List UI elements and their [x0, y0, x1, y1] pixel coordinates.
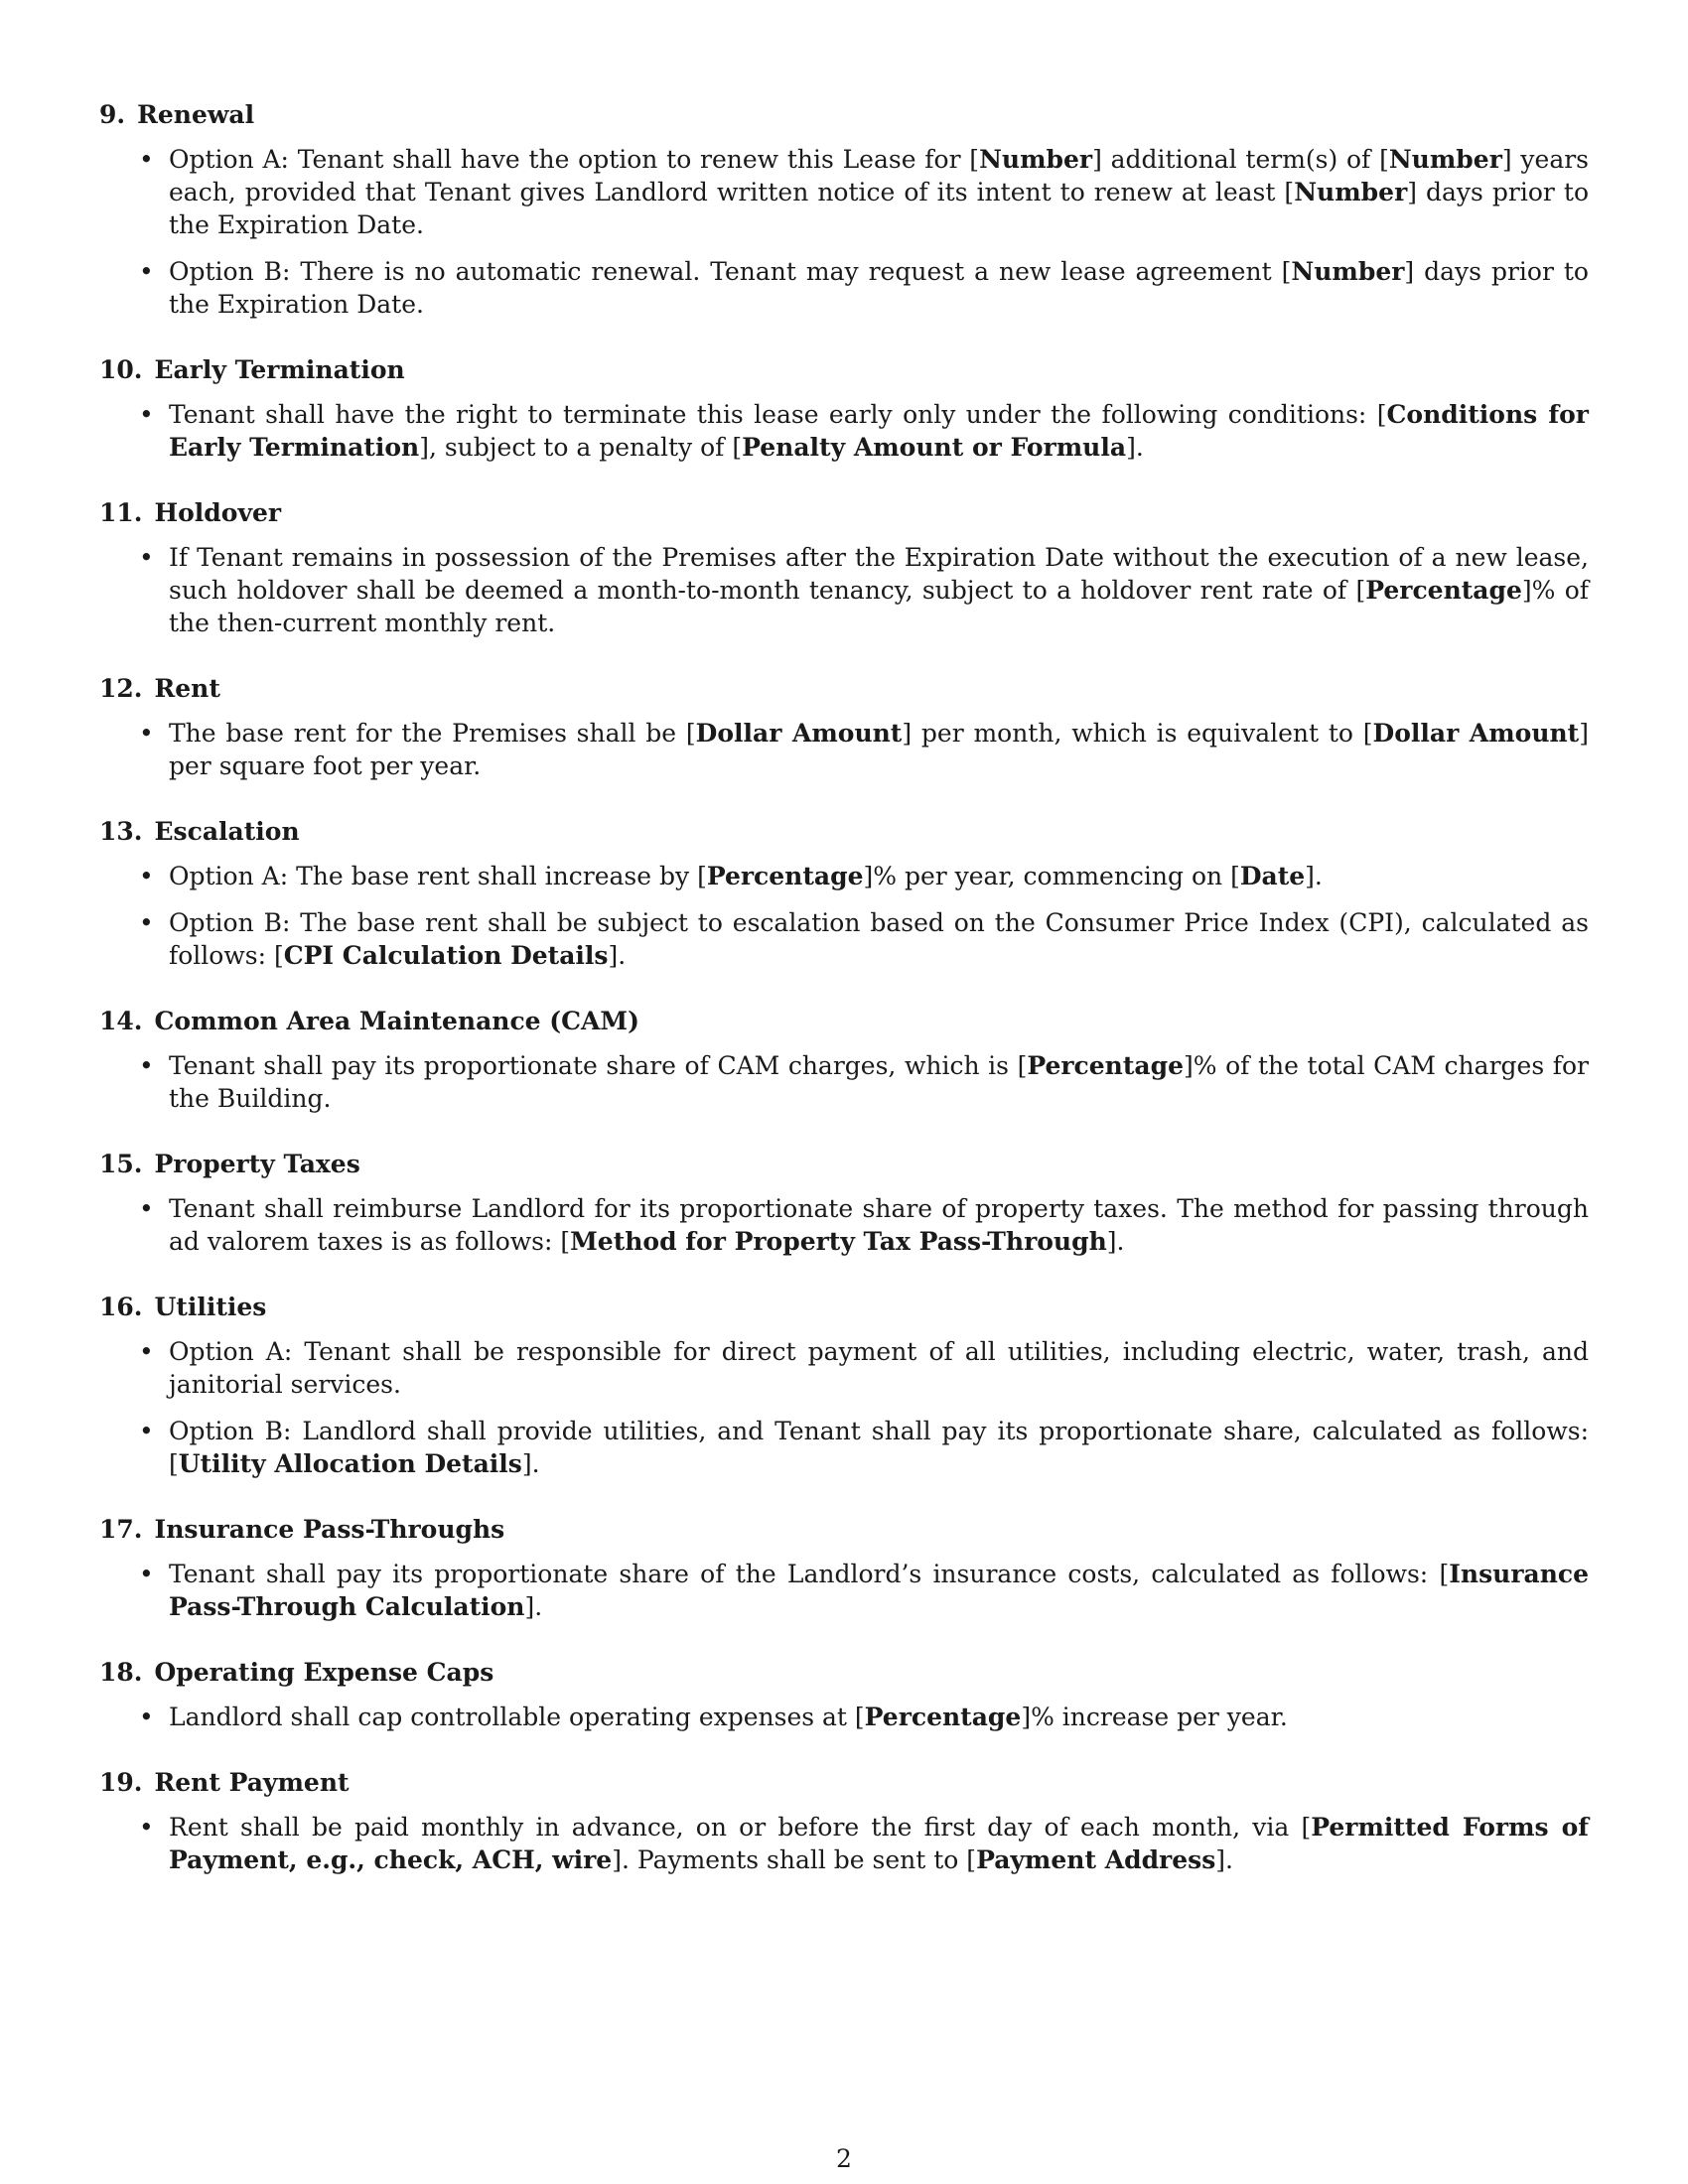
clause-text: If Tenant remains in possession of the Premises after the Expiration Date without the execution of a new lease, such holdover shall be deemed a month-to-month tenancy, subject to a holdover rent rate of [: [169, 543, 1589, 605]
placeholder-field: Percentage: [1365, 576, 1522, 605]
clause-list: [99, 541, 1589, 639]
clause-list: [99, 1192, 1589, 1258]
clause-item: [99, 398, 1589, 464]
section-number: 18.: [99, 1658, 143, 1687]
section-title: Common Area Maintenance (CAM): [154, 1007, 639, 1035]
placeholder-field: Number: [1291, 257, 1405, 286]
placeholder-field: Percentage: [864, 1703, 1022, 1731]
section-number: 17.: [99, 1515, 143, 1544]
clause-text: ].: [1126, 433, 1144, 462]
section: [99, 354, 1589, 464]
placeholder-field: Method for Property Tax Pass-Through: [570, 1227, 1107, 1256]
clause-item: [99, 717, 1589, 782]
clause-text: ] days prior to the Expiration Date.: [169, 257, 1589, 319]
section-heading: [99, 673, 1589, 705]
placeholder-field: Dollar Amount: [695, 719, 903, 748]
clause-list: [99, 1558, 1589, 1623]
clause-text: ], subject to a penalty of [: [419, 433, 743, 462]
section-number: 16.: [99, 1293, 143, 1321]
clause-item: [99, 906, 1589, 972]
section: [99, 1657, 1589, 1733]
section-number: 12.: [99, 674, 143, 703]
placeholder-field: Penalty Amount or Formula: [742, 433, 1127, 462]
section: [99, 1292, 1589, 1480]
clause-list: [99, 143, 1589, 321]
clause-text: ] per month, which is equivalent to [: [902, 719, 1373, 748]
clause-text: ].: [608, 941, 627, 970]
clause-text: ]% per year, commencing on [: [863, 862, 1240, 890]
clause-list: [99, 1811, 1589, 1876]
section-heading: [99, 1767, 1589, 1799]
clause-text: Tenant shall have the right to terminate this lease early only under the following conditions: [: [169, 400, 1387, 429]
section: [99, 99, 1589, 321]
lease-document-page: [99, 99, 1589, 1910]
clause-text: ]% of the total CAM charges for the Building.: [169, 1051, 1589, 1113]
section-number: 10.: [99, 355, 143, 384]
section-number: 13.: [99, 817, 143, 846]
clause-text: ] per square foot per year.: [169, 719, 1589, 780]
section-title: Utilities: [154, 1293, 267, 1321]
page-number: 2: [836, 2144, 852, 2173]
clause-item: [99, 1811, 1589, 1876]
section-heading: [99, 354, 1589, 386]
clause-text: ].: [521, 1449, 540, 1478]
section-heading: [99, 99, 1589, 131]
section: [99, 497, 1589, 639]
clause-item: [99, 1558, 1589, 1623]
section-number: 14.: [99, 1007, 143, 1035]
clause-text: Tenant shall reimburse Landlord for its proportionate share of property taxes. The method for passing through ad valorem taxes is as follows: [: [169, 1194, 1589, 1256]
section-heading: [99, 1006, 1589, 1037]
clause-item: [99, 860, 1589, 892]
placeholder-field: Permitted Forms of Payment, e.g., check, ACH, wire: [169, 1813, 1589, 1874]
section-title: Early Termination: [154, 355, 405, 384]
clause-text: ].: [524, 1592, 543, 1621]
section-title: Operating Expense Caps: [154, 1658, 494, 1687]
clause-item: [99, 1701, 1589, 1733]
clause-text: Option A: Tenant shall have the option to renew this Lease for [: [169, 145, 980, 174]
section-heading: [99, 1149, 1589, 1180]
placeholder-field: Conditions for Early Termination: [169, 400, 1589, 462]
clause-text: Option A: Tenant shall be responsible for direct payment of all utilities, including electric, water, trash, and janitorial services.: [169, 1337, 1589, 1399]
section-number: 9.: [99, 100, 126, 129]
section-number: 15.: [99, 1150, 143, 1178]
placeholder-field: Number: [979, 145, 1093, 174]
clause-text: Landlord shall cap controllable operating expenses at [: [169, 1703, 865, 1731]
section-title: Holdover: [154, 498, 282, 527]
section-number: 19.: [99, 1768, 143, 1797]
section-title: Insurance Pass-Throughs: [154, 1515, 505, 1544]
section-title: Escalation: [154, 817, 300, 846]
placeholder-field: Dollar Amount: [1372, 719, 1580, 748]
section-title: Rent Payment: [154, 1768, 350, 1797]
placeholder-field: Number: [1294, 178, 1408, 206]
clause-text: Option A: The base rent shall increase by [: [169, 862, 707, 890]
clause-text: ]% increase per year.: [1021, 1703, 1288, 1731]
section: [99, 673, 1589, 782]
clause-list: [99, 1049, 1589, 1115]
placeholder-field: Percentage: [1027, 1051, 1184, 1080]
clause-text: The base rent for the Premises shall be [: [169, 719, 696, 748]
clause-text: Tenant shall pay its proportionate share of the Landlord’s insurance costs, calculated as follows: [: [169, 1560, 1450, 1588]
placeholder-field: Number: [1388, 145, 1502, 174]
section-heading: [99, 1292, 1589, 1323]
clause-text: ] days prior to the Expiration Date.: [169, 178, 1589, 239]
placeholder-field: Percentage: [706, 862, 864, 890]
clause-text: Option B: There is no automatic renewal. Tenant may request a new lease agreement [: [169, 257, 1292, 286]
clause-item: [99, 1335, 1589, 1401]
section: [99, 1767, 1589, 1876]
placeholder-field: CPI Calculation Details: [283, 941, 609, 970]
clause-item: [99, 143, 1589, 241]
placeholder-field: Utility Allocation Details: [178, 1449, 522, 1478]
clause-list: [99, 398, 1589, 464]
clause-list: [99, 1701, 1589, 1733]
placeholder-field: Insurance Pass-Through Calculation: [169, 1560, 1589, 1621]
section-heading: [99, 497, 1589, 529]
clause-text: ].: [1215, 1845, 1233, 1874]
section: [99, 816, 1589, 972]
clause-text: ].: [1106, 1227, 1125, 1256]
clause-item: [99, 541, 1589, 639]
placeholder-field: Payment Address: [976, 1845, 1216, 1874]
section-heading: [99, 1657, 1589, 1689]
clause-text: ]% of the then-current monthly rent.: [169, 576, 1590, 637]
clause-text: ]. Payments shall be sent to [: [612, 1845, 977, 1874]
clause-text: Option B: The base rent shall be subject to escalation based on the Consumer Price Index (CPI), calculated as follows: [: [169, 908, 1589, 970]
section-title: Property Taxes: [154, 1150, 360, 1178]
clause-list: [99, 860, 1589, 972]
clause-text: ].: [1305, 862, 1323, 890]
placeholder-field: Date: [1239, 862, 1306, 890]
clause-list: [99, 717, 1589, 782]
clause-item: [99, 255, 1589, 321]
section: [99, 1006, 1589, 1115]
section-title: Renewal: [137, 100, 255, 129]
clause-text: Tenant shall pay its proportionate share of CAM charges, which is [: [169, 1051, 1028, 1080]
section-heading: [99, 816, 1589, 848]
clause-item: [99, 1049, 1589, 1115]
clause-text: ] additional term(s) of [: [1092, 145, 1389, 174]
clause-item: [99, 1415, 1589, 1480]
clause-text: Rent shall be paid monthly in advance, on or before the first day of each month, via [: [169, 1813, 1312, 1842]
section-number: 11.: [99, 498, 143, 527]
section-heading: [99, 1514, 1589, 1546]
section-title: Rent: [154, 674, 220, 703]
section: [99, 1514, 1589, 1623]
clause-list: [99, 1335, 1589, 1480]
clause-item: [99, 1192, 1589, 1258]
section: [99, 1149, 1589, 1258]
clause-text: ] years each, provided that Tenant gives Landlord written notice of its intent to renew at least [: [169, 145, 1589, 206]
clause-text: Option B: Landlord shall provide utilities, and Tenant shall pay its proportionate share, calculated as follows: [: [169, 1417, 1589, 1478]
